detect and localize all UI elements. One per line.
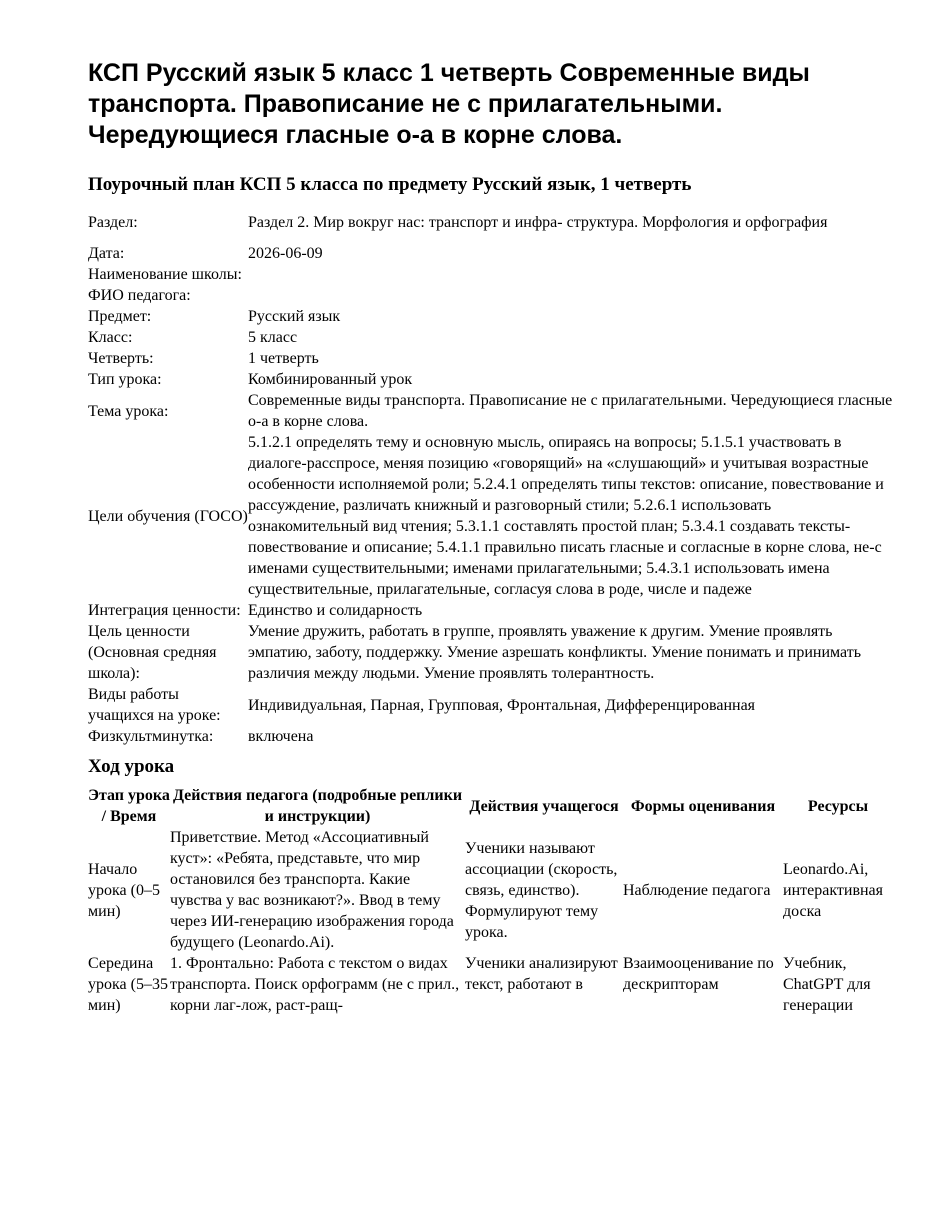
lesson-flow-table xyxy=(88,785,893,1016)
info-value: 5.1.2.1 определять тему и основную мысль, опираясь на вопросы; 5.1.5.1 участвовать в диалоге-расспросе, меняя позицию «говорящий» на «слушающий» и учитывая возрастные особенности исполняемой роли; 5.2.4.1 определять типы текстов: описание, повествование и рассуждение, различать книжный и разговорный стили; 5.2.6.1 использовать ознакомительный вид чтения; 5.3.1.1 составлять простой план; 5.3.4.1 создавать тексты- повествование и описание; 5.4.1.1 правильно писать гласные и согласные в корне слова, не-с именами существительными; именами прилагательными; 5.4.3.1 использовать имена существительные, прилагательные, согласуя слова в роде, числе и падеже xyxy=(248,434,884,598)
info-key: Тема урока: xyxy=(88,402,169,420)
info-row-work-types xyxy=(88,684,893,726)
document-page xyxy=(88,58,893,1016)
info-row-teacher xyxy=(88,285,893,306)
info-value: Индивидуальная, Парная, Групповая, Фронтальная, Дифференцированная xyxy=(248,696,756,714)
column-header: Этап урока / Время xyxy=(88,787,170,825)
table-cell: Взаимооценивание по дескрипторам xyxy=(623,955,774,993)
info-row-section xyxy=(88,201,893,243)
info-value: 5 класс xyxy=(248,329,298,346)
info-value: 1 четверть xyxy=(248,350,319,367)
table-cell: Ученики анализируют текст, работают в xyxy=(465,955,618,993)
column-header: Действия педагога (подробные реплики и инструкции) xyxy=(172,787,463,825)
info-row-grade xyxy=(88,327,893,348)
table-cell: Начало урока (0–5 мин) xyxy=(88,860,160,920)
info-row-subject xyxy=(88,306,893,327)
info-value: включена xyxy=(248,728,314,745)
lesson-info-table xyxy=(88,201,893,747)
plan-subtitle: Поурочный план КСП 5 класса по предмету Русский язык, 1 четверть xyxy=(88,174,692,195)
info-key: Физкультминутка: xyxy=(88,728,214,745)
info-row-topic xyxy=(88,390,893,432)
column-header: Формы оценивания xyxy=(630,797,776,815)
table-cell: 1. Фронтально: Работа с текстом о видах транспорта. Поиск орфограмм (не с прил., корни лаг-лож, раст-ращ- xyxy=(170,955,460,1014)
info-row-value-goal xyxy=(88,621,893,684)
table-cell: Ученики называют ассоциации (скорость, связь, единство). Формулируют тему урока. xyxy=(465,839,618,941)
info-key: Класс: xyxy=(88,329,133,346)
info-value: Единство и солидарность xyxy=(248,602,423,619)
table-cell: Наблюдение педагога xyxy=(623,881,771,899)
info-key: Виды работы учащихся на уроке: xyxy=(88,686,221,724)
info-row-lesson-type xyxy=(88,369,893,390)
info-key: Интеграция ценности: xyxy=(88,602,241,619)
info-value: 2026-06-09 xyxy=(248,245,323,262)
info-key: ФИО педагога: xyxy=(88,287,191,304)
column-header: Ресурсы xyxy=(807,797,869,815)
info-row-quarter xyxy=(88,348,893,369)
info-row-physical-break xyxy=(88,726,893,747)
lesson-flow-heading: Ход урока xyxy=(88,756,175,777)
info-row-date xyxy=(88,243,893,264)
document-title: КСП Русский язык 5 класс 1 четверть Современные виды транспорта. Правописание не с прилагательными. Чередующиеся гласные о-а в корне слова. xyxy=(88,59,810,149)
info-key: Дата: xyxy=(88,245,125,262)
table-cell: Середина урока (5–35 мин) xyxy=(88,955,168,1014)
info-row-school xyxy=(88,264,893,285)
lesson-header-row xyxy=(88,785,893,827)
info-value xyxy=(248,285,893,306)
info-key: Наименование школы: xyxy=(88,266,242,283)
info-row-learning-goals xyxy=(88,432,893,600)
info-key: Предмет: xyxy=(88,308,152,325)
info-value: Раздел 2. Мир вокруг нас: транспорт и инфра- структура. Морфология и орфография xyxy=(248,213,828,231)
info-value: Комбинированный урок xyxy=(248,371,413,388)
column-header: Действия учащегося xyxy=(469,797,619,815)
info-value xyxy=(248,264,893,285)
info-value: Умение дружить, работать в группе, проявлять уважение к другим. Умение проявлять эмпатию, заботу, поддержку. Умение азрешать конфликты. Умение понимать и принимать различия между людьми. Умение проявлять толерантность. xyxy=(248,623,862,682)
info-key: Цели обучения (ГОСО) xyxy=(88,507,248,525)
info-key: Четверть: xyxy=(88,350,154,367)
info-key: Цель ценности (Основная средняя школа): xyxy=(88,623,217,682)
table-cell: Leonardo.Ai, интерактивная доска xyxy=(783,860,884,920)
info-value: Русский язык xyxy=(248,308,341,325)
info-key: Раздел: xyxy=(88,213,138,231)
table-cell: Учебник, ChatGPT для генерации xyxy=(783,955,871,1014)
info-key: Тип урока: xyxy=(88,371,162,388)
table-row xyxy=(88,827,893,953)
table-row xyxy=(88,953,893,1016)
info-row-value-integration xyxy=(88,600,893,621)
info-value: Современные виды транспорта. Правописание не с прилагательными. Чередующиеся гласные о-а в корне слова. xyxy=(248,392,893,430)
table-cell: Приветствие. Метод «Ассоциативный куст»: «Ребята, представьте, что мир остановился без транспорта. Какие чувства у вас возникают?». Ввод в тему через ИИ-генерацию изображения города будущего (Leonardo.Ai). xyxy=(170,829,454,951)
